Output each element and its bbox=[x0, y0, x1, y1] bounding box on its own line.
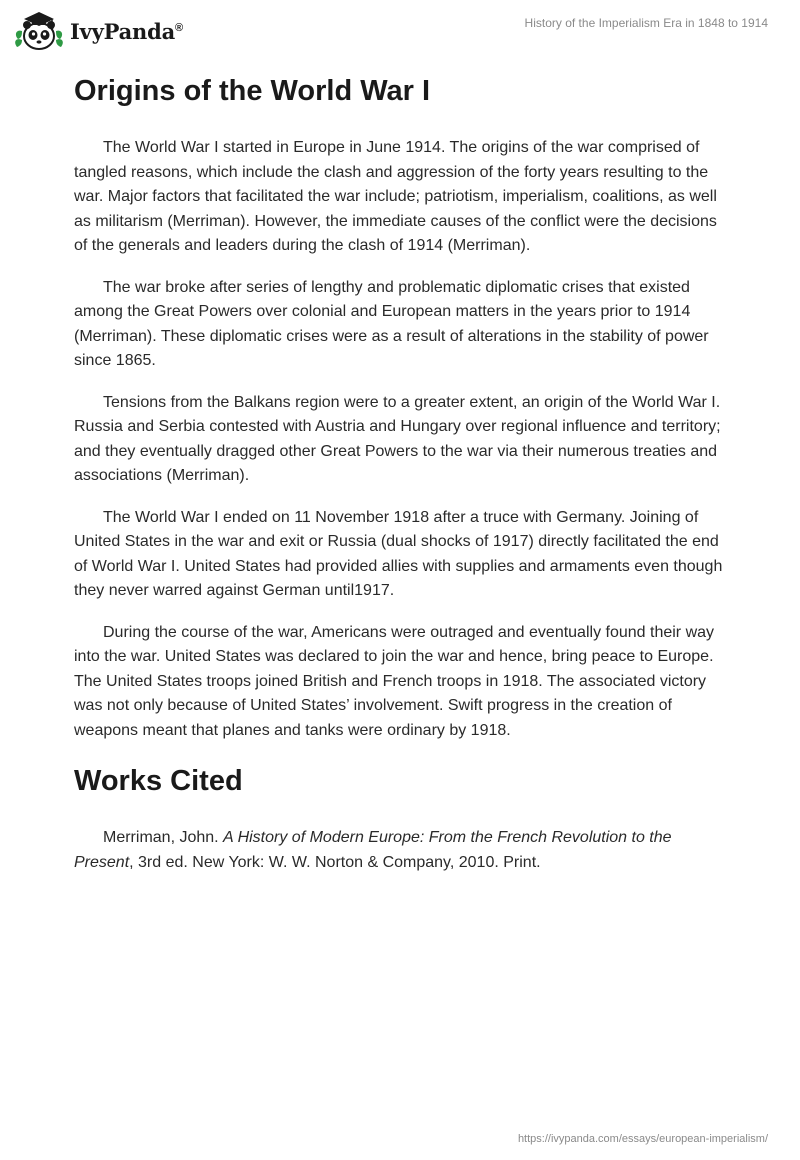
paragraph: The World War I started in Europe in June 1914. The origins of the war comprised of tangled reasons, which include the clash and aggression of the forty years resulting to the war. Major factors that facilitated the war include; patriotism, imperialism, coalitions, as well as militarism (Merriman). However, the immediate causes of the conflict were the decisions of the generals and leaders during the clash of 1914 (Merriman). bbox=[74, 139, 717, 254]
document-title: History of the Imperialism Era in 1848 to 1914 bbox=[524, 16, 768, 30]
registered-mark: ® bbox=[175, 21, 183, 34]
logo-wordmark bbox=[70, 19, 183, 44]
section-heading-works-cited: Works Cited bbox=[74, 765, 243, 797]
ivypanda-logo[interactable] bbox=[14, 9, 183, 53]
citation bbox=[74, 826, 724, 875]
page-header bbox=[0, 0, 800, 60]
paragraph: Tensions from the Balkans region were to a greater extent, an origin of the World War I. Russia and Serbia contested with Austria and Hungary over regional influence and territory; and they eventually dragged other Great Powers to the war via their numerous treaties and associations (Merriman). bbox=[74, 393, 721, 484]
citation-details: , 3rd ed. New York: W. W. Norton & Company, 2010. Print. bbox=[129, 853, 541, 871]
panda-graduate-icon bbox=[14, 9, 64, 53]
paragraph: The war broke after series of lengthy and problematic diplomatic crises that existed among the Great Powers over colonial and European matters in the years prior to 1914 (Merriman). These diplomatic crises were as a result of alterations in the stability of power since 1865. bbox=[74, 278, 709, 369]
paragraph: The World War I ended on 11 November 1918 after a truce with Germany. Joining of United States in the war and exit or Russia (dual shocks of 1917) directly facilitated the end of World War I. United States had provided allies with supplies and armaments even though they never warred against German until1917. bbox=[74, 508, 723, 599]
section-heading-origins: Origins of the World War I bbox=[74, 75, 431, 107]
essay-content bbox=[74, 70, 724, 892]
citation-author: Merriman, John. bbox=[103, 829, 224, 846]
source-url[interactable]: https://ivypanda.com/essays/european-imperialism/ bbox=[517, 1133, 768, 1145]
paragraph: During the course of the war, Americans were outraged and eventually found their way into the war. United States was declared to join the war and hence, bring peace to Europe. The United States troops joined British and French troops in 1918. The associated victory was not only because of United States’ involvement. Swift progress in the creation of weapons meant that planes and tanks were ordinary by 1918. bbox=[74, 623, 715, 739]
citation-title: A History of Modern Europe: From the French Revolution to the Present bbox=[74, 829, 672, 871]
logo-text: IvyPanda bbox=[70, 18, 176, 44]
